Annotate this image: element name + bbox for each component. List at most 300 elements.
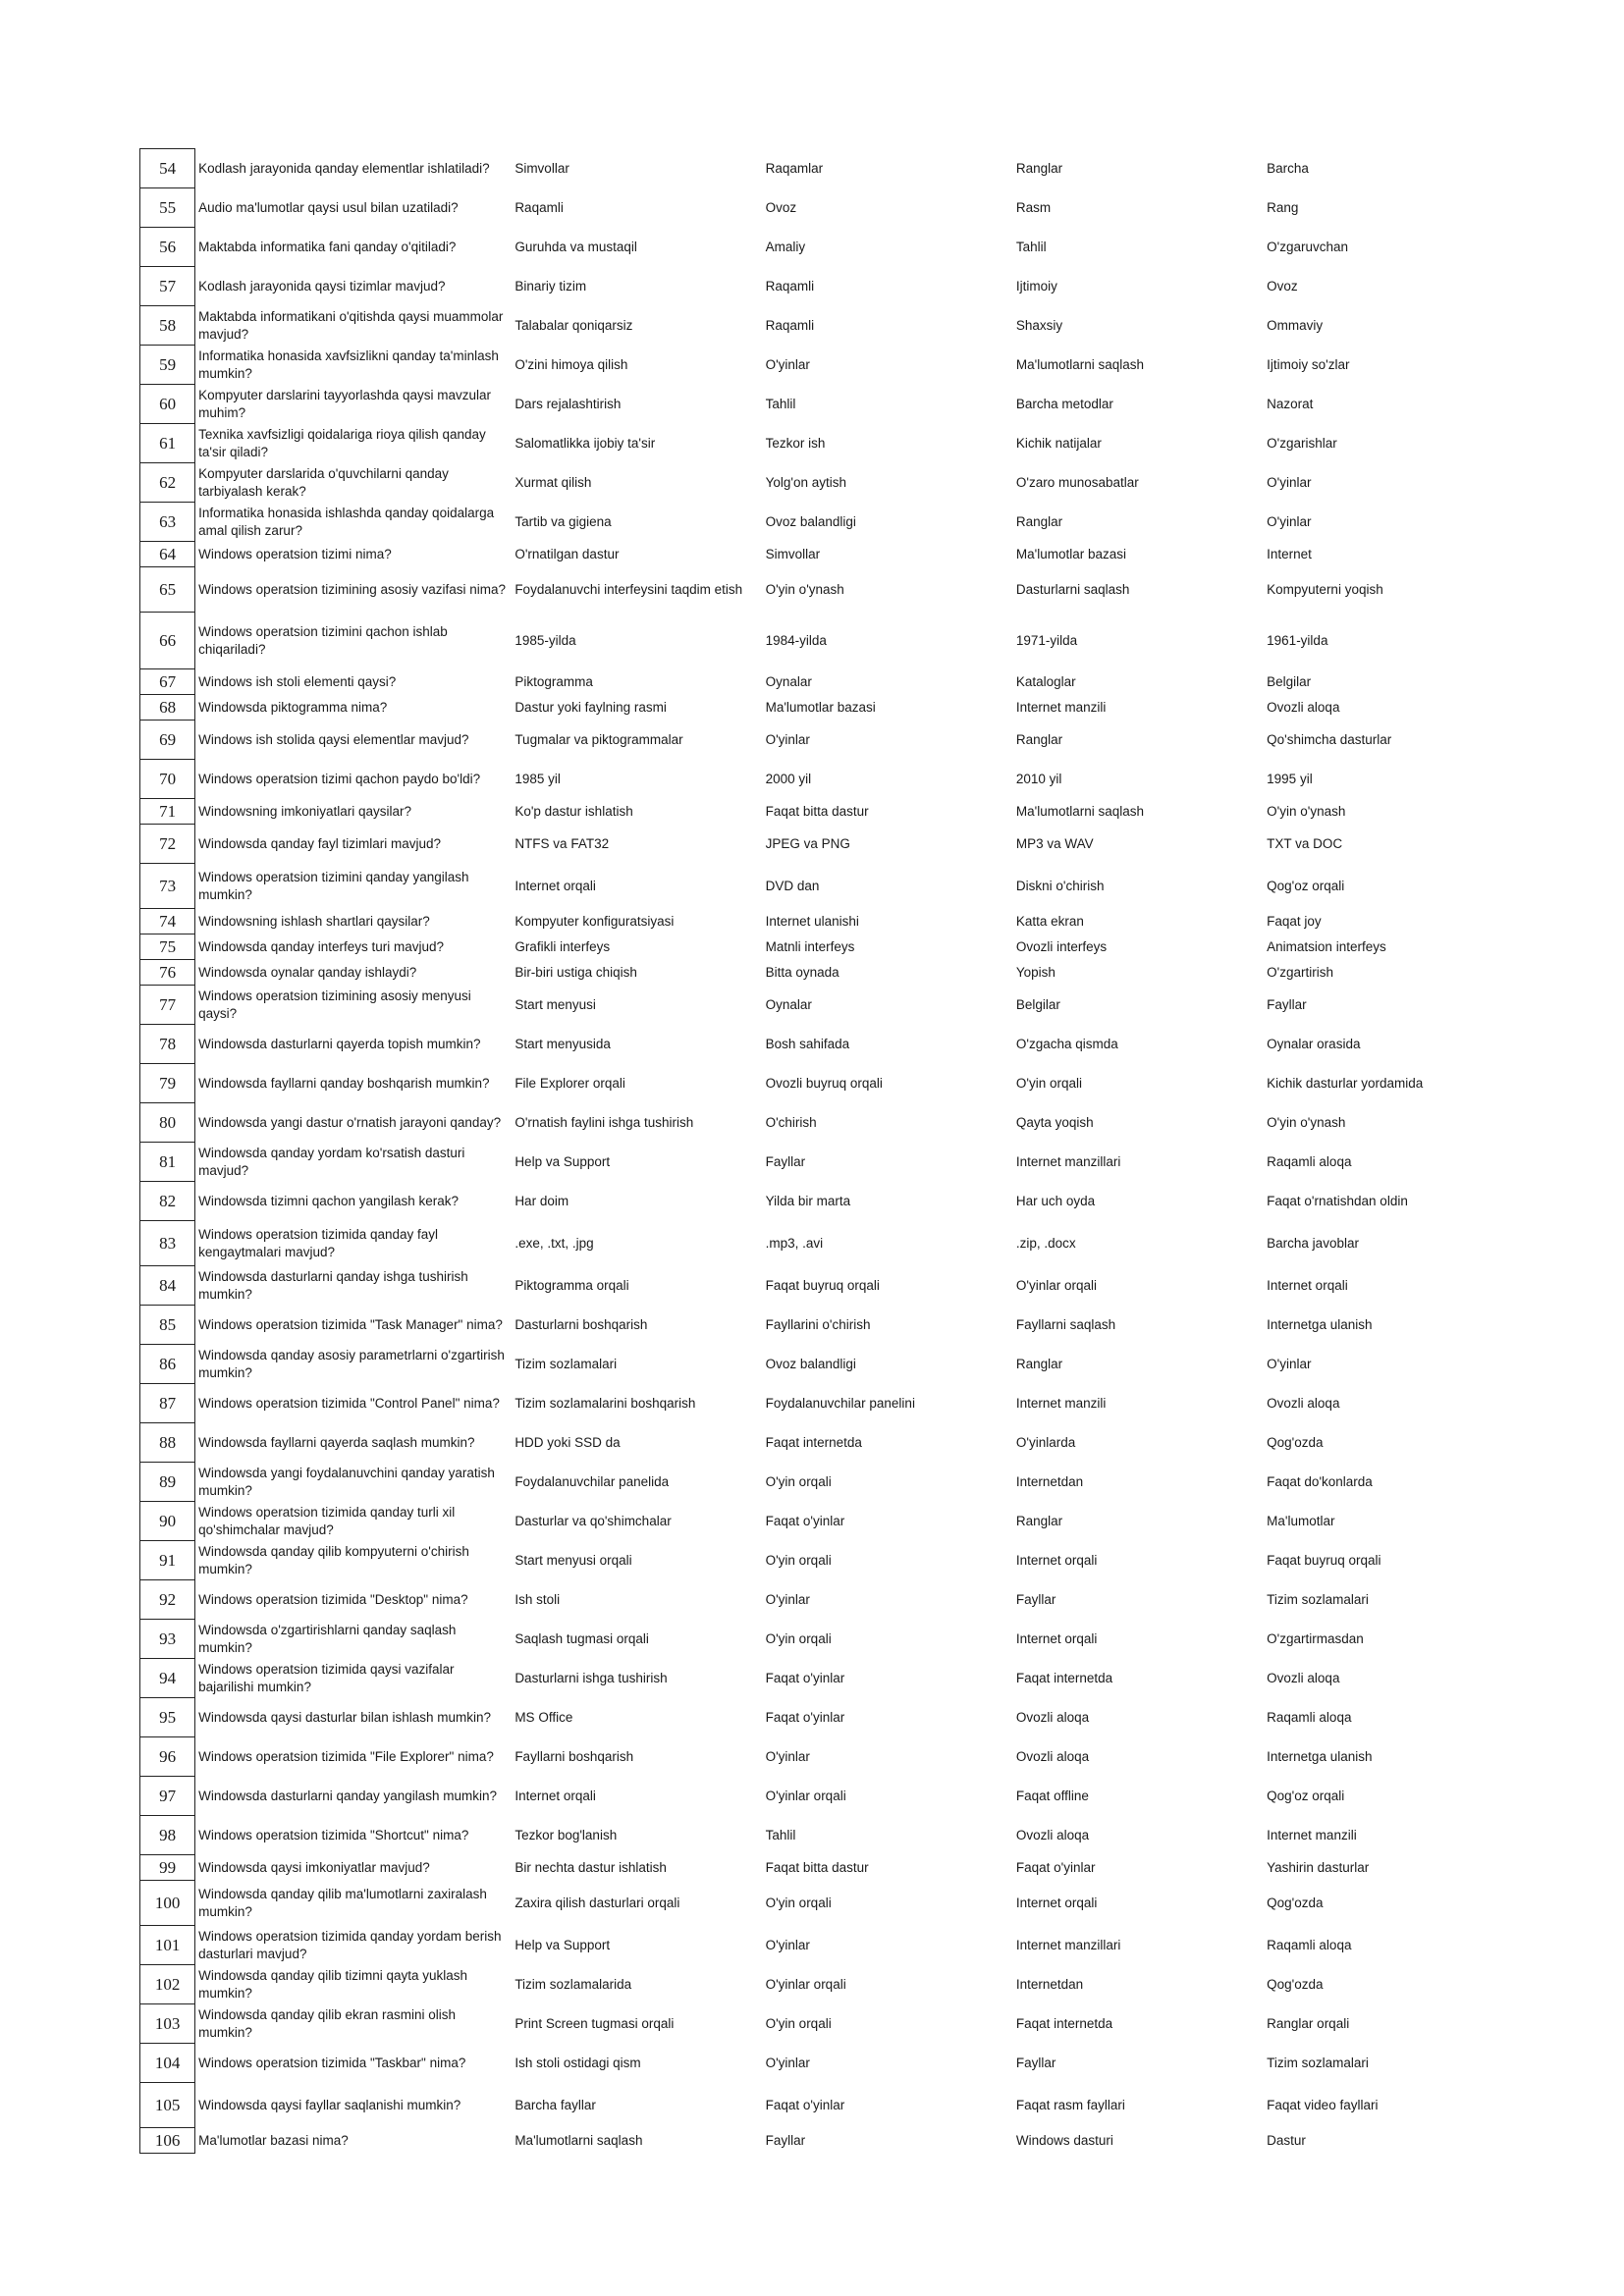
table-row [140, 346, 1514, 385]
question-number: 84 [140, 1266, 195, 1306]
question-number: 88 [140, 1423, 195, 1463]
option-b: O'yin orqali [765, 1552, 832, 1568]
question-text: Windows ish stolida qaysi elementlar mavjud? [198, 731, 469, 747]
option-c: Tahlil [1015, 239, 1047, 254]
question-text: Windowsda qanday interfeys turi mavjud? [198, 938, 445, 954]
option-d: 1995 yil [1267, 771, 1313, 786]
question-number: 72 [140, 825, 195, 864]
question-text: Windowsda qaysi dasturlar bilan ishlash mumkin? [198, 1709, 492, 1725]
question-number: 83 [140, 1221, 195, 1266]
question-text: Windowsda piktogramma nima? [198, 699, 388, 715]
option-b: Fayllar [765, 2132, 806, 2148]
option-d: Ma'lumotlar [1267, 1513, 1335, 1528]
option-d: Faqat video fayllari [1267, 2097, 1379, 2112]
question-number: 74 [140, 909, 195, 934]
option-a: 1985-yilda [514, 632, 576, 648]
option-d: Ovozli aloqa [1267, 1670, 1340, 1685]
option-c: Qayta yoqish [1015, 1114, 1094, 1130]
option-b: O'yin o'ynash [765, 581, 844, 597]
option-b: O'yinlar orqali [765, 1976, 846, 1992]
option-a: Fayllarni boshqarish [514, 1748, 634, 1764]
option-d: Fayllar [1267, 996, 1307, 1012]
option-d: Internet orqali [1267, 1277, 1348, 1293]
question-text: Informatika honasida ishlashda qanday qoidalarga amal qilish zarur? [198, 505, 495, 538]
option-d: Ijtimoiy so'zlar [1267, 356, 1350, 372]
option-d: Dastur [1267, 2132, 1306, 2148]
question-text: Maktabda informatika fani qanday o'qitiladi? [198, 239, 457, 254]
table-row [140, 1502, 1514, 1541]
table-row [140, 669, 1514, 695]
option-c: Barcha metodlar [1015, 396, 1113, 411]
option-a: Guruhda va mustaqil [514, 239, 637, 254]
option-d: Internetga ulanish [1267, 1748, 1373, 1764]
table-row [140, 960, 1514, 986]
option-b: Faqat internetda [765, 1434, 862, 1450]
question-text: Windows operatsion tizimida "Task Manager" nima? [198, 1316, 503, 1332]
question-text: Windowsning imkoniyatlari qaysilar? [198, 803, 411, 819]
option-b: Yilda bir marta [765, 1193, 851, 1208]
question-text: Windows operatsion tizimida qanday fayl kengaytmalari mavjud? [198, 1226, 439, 1259]
option-c: Ovozli interfeys [1015, 938, 1108, 954]
option-b: Matnli interfeys [765, 938, 855, 954]
table-row [140, 228, 1514, 267]
option-a: MS Office [514, 1709, 573, 1725]
option-d: Qog'oz orqali [1267, 878, 1345, 893]
question-text: Windowsda tizimni qachon yangilash kerak? [198, 1193, 460, 1208]
question-number: 93 [140, 1620, 195, 1659]
option-d: Internet manzili [1267, 1827, 1357, 1842]
option-c: Fayllarni saqlash [1015, 1316, 1116, 1332]
question-number: 60 [140, 385, 195, 424]
question-number: 71 [140, 799, 195, 825]
question-rows [140, 149, 1514, 2154]
table-row [140, 1025, 1514, 1064]
table-row [140, 721, 1514, 760]
option-b: Faqat o'yinlar [765, 2097, 845, 2112]
table-row [140, 149, 1514, 188]
option-b: O'yinlar [765, 1937, 810, 1952]
question-number: 69 [140, 721, 195, 760]
option-b: O'yinlar [765, 1591, 810, 1607]
question-text: Windowsda dasturlarni qanday yangilash mumkin? [198, 1788, 498, 1803]
question-text: Windowsda qaysi fayllar saqlanishi mumkin? [198, 2097, 461, 2112]
question-text: Windows operatsion tizimida "Taskbar" nima? [198, 2055, 466, 2070]
option-d: Raqamli aloqa [1267, 1153, 1352, 1169]
question-text: Kompyuter darslarida o'quvchilarni qanday tarbiyalash kerak? [198, 465, 449, 499]
option-a: Raqamli [514, 199, 564, 215]
option-b: Foydalanuvchilar panelini [765, 1395, 915, 1411]
question-number: 75 [140, 934, 195, 960]
option-c: MP3 va WAV [1015, 835, 1094, 851]
question-text: Windows operatsion tizimi nima? [198, 546, 392, 561]
option-b: Faqat o'yinlar [765, 1670, 845, 1685]
option-b: Tahlil [765, 1827, 796, 1842]
option-c: Ranglar [1015, 513, 1063, 529]
option-d: Faqat o'rnatishdan oldin [1267, 1193, 1408, 1208]
option-d: Rang [1267, 199, 1299, 215]
question-number: 63 [140, 503, 195, 542]
table-row [140, 1659, 1514, 1698]
option-a: Foydalanuvchi interfeysini taqdim etish [514, 581, 743, 597]
option-a: Simvollar [514, 160, 569, 176]
option-d: Faqat buyruq orqali [1267, 1552, 1381, 1568]
question-text: Maktabda informatikani o'qitishda qaysi muammolar mavjud? [198, 308, 504, 342]
option-b: Faqat bitta dastur [765, 1859, 869, 1875]
table-row [140, 267, 1514, 306]
option-c: Faqat offline [1015, 1788, 1089, 1803]
question-number: 61 [140, 424, 195, 463]
option-d: TXT va DOC [1267, 835, 1343, 851]
option-d: Belgilar [1267, 673, 1312, 689]
option-b: Raqamli [765, 317, 815, 333]
table-row [140, 1463, 1514, 1502]
option-a: Print Screen tugmasi orqali [514, 2015, 675, 2031]
option-c: Internet manzillari [1015, 1937, 1121, 1952]
option-b: Faqat buyruq orqali [765, 1277, 880, 1293]
question-number: 102 [140, 1965, 195, 2004]
option-a: Tizim sozlamalarida [514, 1976, 632, 1992]
table-row [140, 1620, 1514, 1659]
question-number: 89 [140, 1463, 195, 1502]
option-a: Bir-biri ustiga chiqish [514, 964, 637, 980]
option-a: Tizim sozlamalari [514, 1356, 618, 1371]
option-d: O'zgartirish [1267, 964, 1333, 980]
option-c: O'yinlarda [1015, 1434, 1076, 1450]
option-c: Faqat rasm fayllari [1015, 2097, 1125, 2112]
option-b: Oynalar [765, 673, 812, 689]
option-b: Ma'lumotlar bazasi [765, 699, 876, 715]
question-text: Windowsda qanday qilib ma'lumotlarni zaxiralash mumkin? [198, 1886, 487, 1919]
option-b: JPEG va PNG [765, 835, 850, 851]
option-b: Internet ulanishi [765, 913, 859, 929]
option-d: Nazorat [1267, 396, 1314, 411]
question-text: Windowsda yangi foydalanuvchini qanday yaratish mumkin? [198, 1465, 495, 1498]
option-b: Bitta oynada [765, 964, 839, 980]
option-b: Ovozli buyruq orqali [765, 1075, 883, 1091]
option-a: Dasturlar va qo'shimchalar [514, 1513, 672, 1528]
option-c: Yopish [1015, 964, 1056, 980]
option-a: Tizim sozlamalarini boshqarish [514, 1395, 696, 1411]
option-a: Help va Support [514, 1937, 611, 1952]
option-a: .exe, .txt, .jpg [514, 1235, 594, 1251]
option-a: Foydalanuvchilar panelida [514, 1473, 670, 1489]
question-number: 67 [140, 669, 195, 695]
table-row [140, 463, 1514, 503]
question-number: 106 [140, 2128, 195, 2154]
option-b: Ovoz [765, 199, 797, 215]
option-a: Dasturlarni boshqarish [514, 1316, 648, 1332]
question-text: Windows operatsion tizimining asosiy vazifasi nima? [198, 581, 507, 597]
option-b: O'yinlar [765, 356, 810, 372]
table-row [140, 503, 1514, 542]
option-b: Raqamli [765, 278, 815, 294]
option-c: Windows dasturi [1015, 2132, 1113, 2148]
question-number: 56 [140, 228, 195, 267]
option-b: Fayllar [765, 1153, 806, 1169]
option-c: O'yin orqali [1015, 1075, 1082, 1091]
option-b: Tahlil [765, 396, 796, 411]
option-c: Har uch oyda [1015, 1193, 1096, 1208]
option-a: Ish stoli ostidagi qism [514, 2055, 641, 2070]
table-row [140, 1881, 1514, 1926]
option-d: O'zgaruvchan [1267, 239, 1349, 254]
question-text: Windowsda qanday yordam ko'rsatish dasturi mavjud? [198, 1145, 465, 1178]
option-c: Internet orqali [1015, 1895, 1098, 1910]
option-a: Tezkor bog'lanish [514, 1827, 618, 1842]
question-text: Windowsda qanday fayl tizimlari mavjud? [198, 835, 442, 851]
question-text: Windows operatsion tizimida qaysi vazifalar bajarilishi mumkin? [198, 1661, 455, 1694]
question-text: Windowsda dasturlarni qanday ishga tushirish mumkin? [198, 1268, 468, 1302]
table-row [140, 424, 1514, 463]
question-text: Windowsda dasturlarni qayerda topish mumkin? [198, 1036, 481, 1051]
option-a: Internet orqali [514, 878, 596, 893]
question-text: Windowsda o'zgartirishlarni qanday saqlash mumkin? [198, 1622, 457, 1655]
question-number: 101 [140, 1926, 195, 1965]
question-number: 80 [140, 1103, 195, 1143]
option-d: Internet [1267, 546, 1312, 561]
option-a: Grafikli interfeys [514, 938, 611, 954]
table-row [140, 306, 1514, 346]
question-text: Windowsda qanday qilib tizimni qayta yuklash mumkin? [198, 1967, 468, 2001]
option-b: O'yin orqali [765, 1473, 832, 1489]
table-row [140, 542, 1514, 567]
option-a: Ma'lumotlarni saqlash [514, 2132, 643, 2148]
option-c: .zip, .docx [1015, 1235, 1076, 1251]
option-d: O'yin o'ynash [1267, 803, 1346, 819]
question-text: Windowsda qaysi imkoniyatlar mavjud? [198, 1859, 430, 1875]
option-c: Ranglar [1015, 731, 1063, 747]
question-number: 65 [140, 567, 195, 613]
table-row [140, 1926, 1514, 1965]
option-c: O'zaro munosabatlar [1015, 474, 1139, 490]
question-number: 97 [140, 1777, 195, 1816]
option-a: Zaxira qilish dasturlari orqali [514, 1895, 680, 1910]
option-c: Ranglar [1015, 1513, 1063, 1528]
option-a: Salomatlikka ijobiy ta'sir [514, 435, 656, 451]
question-text: Windowsda fayllarni qayerda saqlash mumkin? [198, 1434, 475, 1450]
question-number: 100 [140, 1881, 195, 1926]
question-text: Kompyuter darslarini tayyorlashda qaysi mavzular muhim? [198, 387, 492, 420]
option-b: Amaliy [765, 239, 806, 254]
question-number: 79 [140, 1064, 195, 1103]
option-b: Bosh sahifada [765, 1036, 850, 1051]
question-number: 92 [140, 1580, 195, 1620]
option-d: Ovozli aloqa [1267, 1395, 1340, 1411]
option-a: File Explorer orqali [514, 1075, 625, 1091]
option-b: Ovoz balandligi [765, 513, 856, 529]
question-text: Windows ish stoli elementi qaysi? [198, 673, 397, 689]
option-d: Ovoz [1267, 278, 1298, 294]
question-number: 104 [140, 2044, 195, 2083]
option-a: Tartib va gigiena [514, 513, 612, 529]
option-c: Fayllar [1015, 1591, 1056, 1607]
option-a: O'rnatish faylini ishga tushirish [514, 1114, 694, 1130]
option-d: Raqamli aloqa [1267, 1937, 1352, 1952]
table-row [140, 1423, 1514, 1463]
question-text: Windowsda fayllarni qanday boshqarish mumkin? [198, 1075, 490, 1091]
question-number: 58 [140, 306, 195, 346]
option-a: Start menyusi orqali [514, 1552, 632, 1568]
question-number: 77 [140, 986, 195, 1025]
option-a: Saqlash tugmasi orqali [514, 1630, 649, 1646]
question-table [139, 148, 1514, 2154]
option-b: O'yinlar [765, 731, 810, 747]
table-row [140, 2128, 1514, 2154]
question-text: Windows operatsion tizimida qanday turli xil qo'shimchalar mavjud? [198, 1504, 456, 1537]
question-text: Audio ma'lumotlar qaysi usul bilan uzatiladi? [198, 199, 459, 215]
option-c: Ranglar [1015, 160, 1063, 176]
option-c: Katta ekran [1015, 913, 1084, 929]
question-number: 103 [140, 2004, 195, 2044]
option-c: Diskni o'chirish [1015, 878, 1105, 893]
question-number: 70 [140, 760, 195, 799]
option-d: Yashirin dasturlar [1267, 1859, 1370, 1875]
question-text: Informatika honasida xavfsizlikni qanday ta'minlash mumkin? [198, 347, 499, 381]
table-row [140, 1816, 1514, 1855]
option-b: Faqat bitta dastur [765, 803, 869, 819]
option-a: Dars rejalashtirish [514, 396, 622, 411]
question-number: 73 [140, 864, 195, 909]
option-a: Start menyusi [514, 996, 596, 1012]
question-text: Windows operatsion tizimining asosiy menyusi qaysi? [198, 988, 471, 1021]
option-b: O'yin orqali [765, 1630, 832, 1646]
option-d: Qog'ozda [1267, 1895, 1324, 1910]
option-c: Internetdan [1015, 1473, 1084, 1489]
option-a: 1985 yil [514, 771, 561, 786]
option-c: Dasturlarni saqlash [1015, 581, 1130, 597]
option-b: Faqat o'yinlar [765, 1709, 845, 1725]
table-row [140, 1221, 1514, 1266]
option-b: Faqat o'yinlar [765, 1513, 845, 1528]
question-number: 76 [140, 960, 195, 986]
option-a: Talabalar qoniqarsiz [514, 317, 633, 333]
question-text: Windowsda oynalar qanday ishlaydi? [198, 964, 417, 980]
table-row [140, 1064, 1514, 1103]
table-row [140, 1182, 1514, 1221]
table-row [140, 1384, 1514, 1423]
option-a: Dastur yoki faylning rasmi [514, 699, 667, 715]
question-number: 55 [140, 188, 195, 228]
option-c: Internet manzili [1015, 1395, 1107, 1411]
option-a: NTFS va FAT32 [514, 835, 610, 851]
question-text: Windows operatsion tizimida "Desktop" nima? [198, 1591, 468, 1607]
table-row [140, 909, 1514, 934]
table-row [140, 864, 1514, 909]
question-number: 62 [140, 463, 195, 503]
option-c: Ovozli aloqa [1015, 1709, 1090, 1725]
option-c: Faqat internetda [1015, 1670, 1113, 1685]
option-a: Kompyuter konfiguratsiyasi [514, 913, 675, 929]
option-a: Ish stoli [514, 1591, 561, 1607]
option-d: O'yinlar [1267, 1356, 1312, 1371]
question-number: 87 [140, 1384, 195, 1423]
option-c: O'zgacha qismda [1015, 1036, 1118, 1051]
question-text: Texnika xavfsizligi qoidalariga rioya qilish qanday ta'sir qiladi? [198, 426, 486, 459]
option-b: Simvollar [765, 546, 821, 561]
table-row [140, 1345, 1514, 1384]
option-a: Tugmalar va piktogrammalar [514, 731, 683, 747]
option-c: Ranglar [1015, 1356, 1063, 1371]
option-c: Internet orqali [1015, 1552, 1098, 1568]
option-c: Ma'lumotlarni saqlash [1015, 803, 1145, 819]
table-row [140, 799, 1514, 825]
option-c: Belgilar [1015, 996, 1060, 1012]
option-d: Ommaviy [1267, 317, 1324, 333]
option-b: O'yinlar [765, 1748, 810, 1764]
option-d: O'yin o'ynash [1267, 1114, 1346, 1130]
option-c: Ma'lumotlar bazasi [1015, 546, 1126, 561]
table-row [140, 2083, 1514, 2128]
option-d: Tizim sozlamalari [1267, 1591, 1369, 1607]
question-number: 82 [140, 1182, 195, 1221]
option-b: O'chirish [765, 1114, 817, 1130]
option-b: 2000 yil [765, 771, 812, 786]
option-c: Faqat internetda [1015, 2015, 1113, 2031]
table-row [140, 986, 1514, 1025]
option-d: Kompyuterni yoqish [1267, 581, 1383, 597]
question-number: 78 [140, 1025, 195, 1064]
question-text: Windowsda qanday asosiy parametrlarni o'zgartirish mumkin? [198, 1347, 505, 1380]
question-text: Windows operatsion tizimini qanday yangilash mumkin? [198, 869, 469, 902]
option-c: Ma'lumotlarni saqlash [1015, 356, 1145, 372]
question-text: Windowsda yangi dastur o'rnatish jarayoni qanday? [198, 1114, 502, 1130]
question-text: Kodlash jarayonida qanday elementlar ishlatiladi? [198, 160, 490, 176]
option-b: Ovoz balandligi [765, 1356, 856, 1371]
question-text: Windows operatsion tizimida "Control Panel" nima? [198, 1395, 500, 1411]
table-row [140, 2044, 1514, 2083]
question-number: 96 [140, 1737, 195, 1777]
question-text: Windowsning ishlash shartlari qaysilar? [198, 913, 430, 929]
option-a: Ko'p dastur ishlatish [514, 803, 633, 819]
option-c: Internet orqali [1015, 1630, 1098, 1646]
table-row [140, 1266, 1514, 1306]
option-d: O'yinlar [1267, 513, 1312, 529]
option-a: Har doim [514, 1193, 569, 1208]
option-b: Raqamlar [765, 160, 824, 176]
question-text: Windowsda qanday qilib kompyuterni o'chirish mumkin? [198, 1543, 469, 1576]
table-row [140, 1698, 1514, 1737]
question-number: 64 [140, 542, 195, 567]
option-d: Internetga ulanish [1267, 1316, 1373, 1332]
option-d: O'zgarishlar [1267, 435, 1337, 451]
option-b: O'yinlar [765, 2055, 810, 2070]
option-c: Internetdan [1015, 1976, 1084, 1992]
option-d: Barcha [1267, 160, 1309, 176]
question-text: Windows operatsion tizimini qachon ishlab chiqariladi? [198, 623, 448, 657]
option-a: O'zini himoya qilish [514, 356, 628, 372]
option-a: Start menyusida [514, 1036, 611, 1051]
option-a: Help va Support [514, 1153, 611, 1169]
option-b: 1984-yilda [765, 632, 827, 648]
table-row [140, 1103, 1514, 1143]
option-c: Internet manzili [1015, 699, 1107, 715]
option-a: Dasturlarni ishga tushirish [514, 1670, 668, 1685]
option-d: Kichik dasturlar yordamida [1267, 1075, 1424, 1091]
question-text: Windows operatsion tizimi qachon paydo bo'ldi? [198, 771, 481, 786]
option-a: Bir nechta dastur ishlatish [514, 1859, 667, 1875]
option-d: Oynalar orasida [1267, 1036, 1361, 1051]
option-a: Barcha fayllar [514, 2097, 596, 2112]
table-row [140, 1580, 1514, 1620]
option-d: Animatsion interfeys [1267, 938, 1386, 954]
option-c: Kataloglar [1015, 673, 1076, 689]
option-d: Barcha javoblar [1267, 1235, 1359, 1251]
table-row [140, 760, 1514, 799]
option-c: O'yinlar orqali [1015, 1277, 1097, 1293]
question-number: 99 [140, 1855, 195, 1881]
table-row [140, 825, 1514, 864]
table-row [140, 385, 1514, 424]
